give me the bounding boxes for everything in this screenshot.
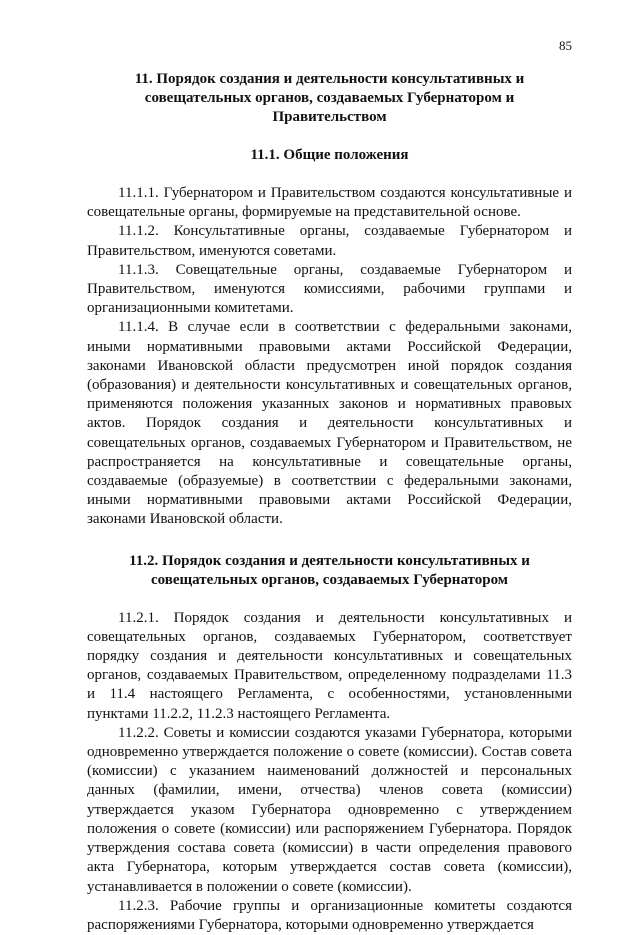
subsection-11-1-body [87, 184, 572, 530]
paragraph-11-2-1: 11.2.1. Порядок создания и деятельности консультативных и совещательных органов, создаваемых Губернатором, соответствует порядку создания и деятельности консультативных и совещательных органов, создаваемых Правительством, определенному подразделами 11.3 и 11.4 настоящего Регламента, с особенностями, установленными пунктами 11.2.2, 11.2.3 настоящего Регламента. [87, 609, 572, 722]
paragraph-11-1-3: 11.1.3. Совещательные органы, создаваемые Губернатором и Правительством, именуются комиссиями, рабочими группами и организационными комитетами. [87, 261, 572, 317]
subsection-11-2-body [87, 609, 572, 935]
paragraph-11-2-2: 11.2.2. Советы и комиссии создаются указами Губернатора, которыми одновременно утверждается положение о совете (комиссии). Состав совета (комиссии) с указанием наименований должностей и персональных данных (фамилии, имени, отчества) членов совета (комиссии) утверждается указом Губернатора одновременно с утверждением положения о совете (комиссии) или распоряжением Губернатора. Порядок утверждения состава совета (комиссии) в части определения правового акта Губернатора, которым утверждается состав совета (комиссии), устанавливается в положении о совете (комиссии). [87, 724, 572, 895]
paragraph-11-1-2: 11.1.2. Консультативные органы, создаваемые Губернатором и Правительством, именуются советами. [87, 223, 572, 259]
paragraph-11-1-4: 11.1.4. В случае если в соответствии с федеральными законами, иными нормативными правовыми актами Российской Федерации, законами Ивановской области предусмотрен иной порядок создания (образования) и деятельности консультативных и совещательных органов, применяются положения указанных законов и нормативных правовых актов. Порядок создания и деятельности консультативных и совещательных органов, создаваемых Губернатором и Правительством, не распространяется на консультативные и совещательные органы, создаваемые (образуемые) в соответствии с федеральными законами, иными нормативными правовыми актами Российской Федерации, законами Ивановской области. [87, 319, 572, 528]
subsection-title-11-2: 11.2. Порядок создания и деятельности консультативных и совещательных органов, создаваемых Губернатором [129, 552, 530, 588]
paragraph-11-1-1: 11.1.1. Губернатором и Правительством создаются консультативные и совещательные органы, формируемые на представительной основе. [87, 185, 572, 221]
subsection-title-11-1: 11.1. Общие положения [250, 147, 409, 163]
paragraph-11-2-3: 11.2.3. Рабочие группы и организационные комитеты создаются распоряжениями Губернатора, которыми одновременно утверждается [87, 897, 572, 933]
page-number: 85 [559, 38, 572, 53]
section-title: 11. Порядок создания и деятельности консультативных и совещательных органов, создаваемых Губернатором и Правительством [134, 71, 525, 125]
